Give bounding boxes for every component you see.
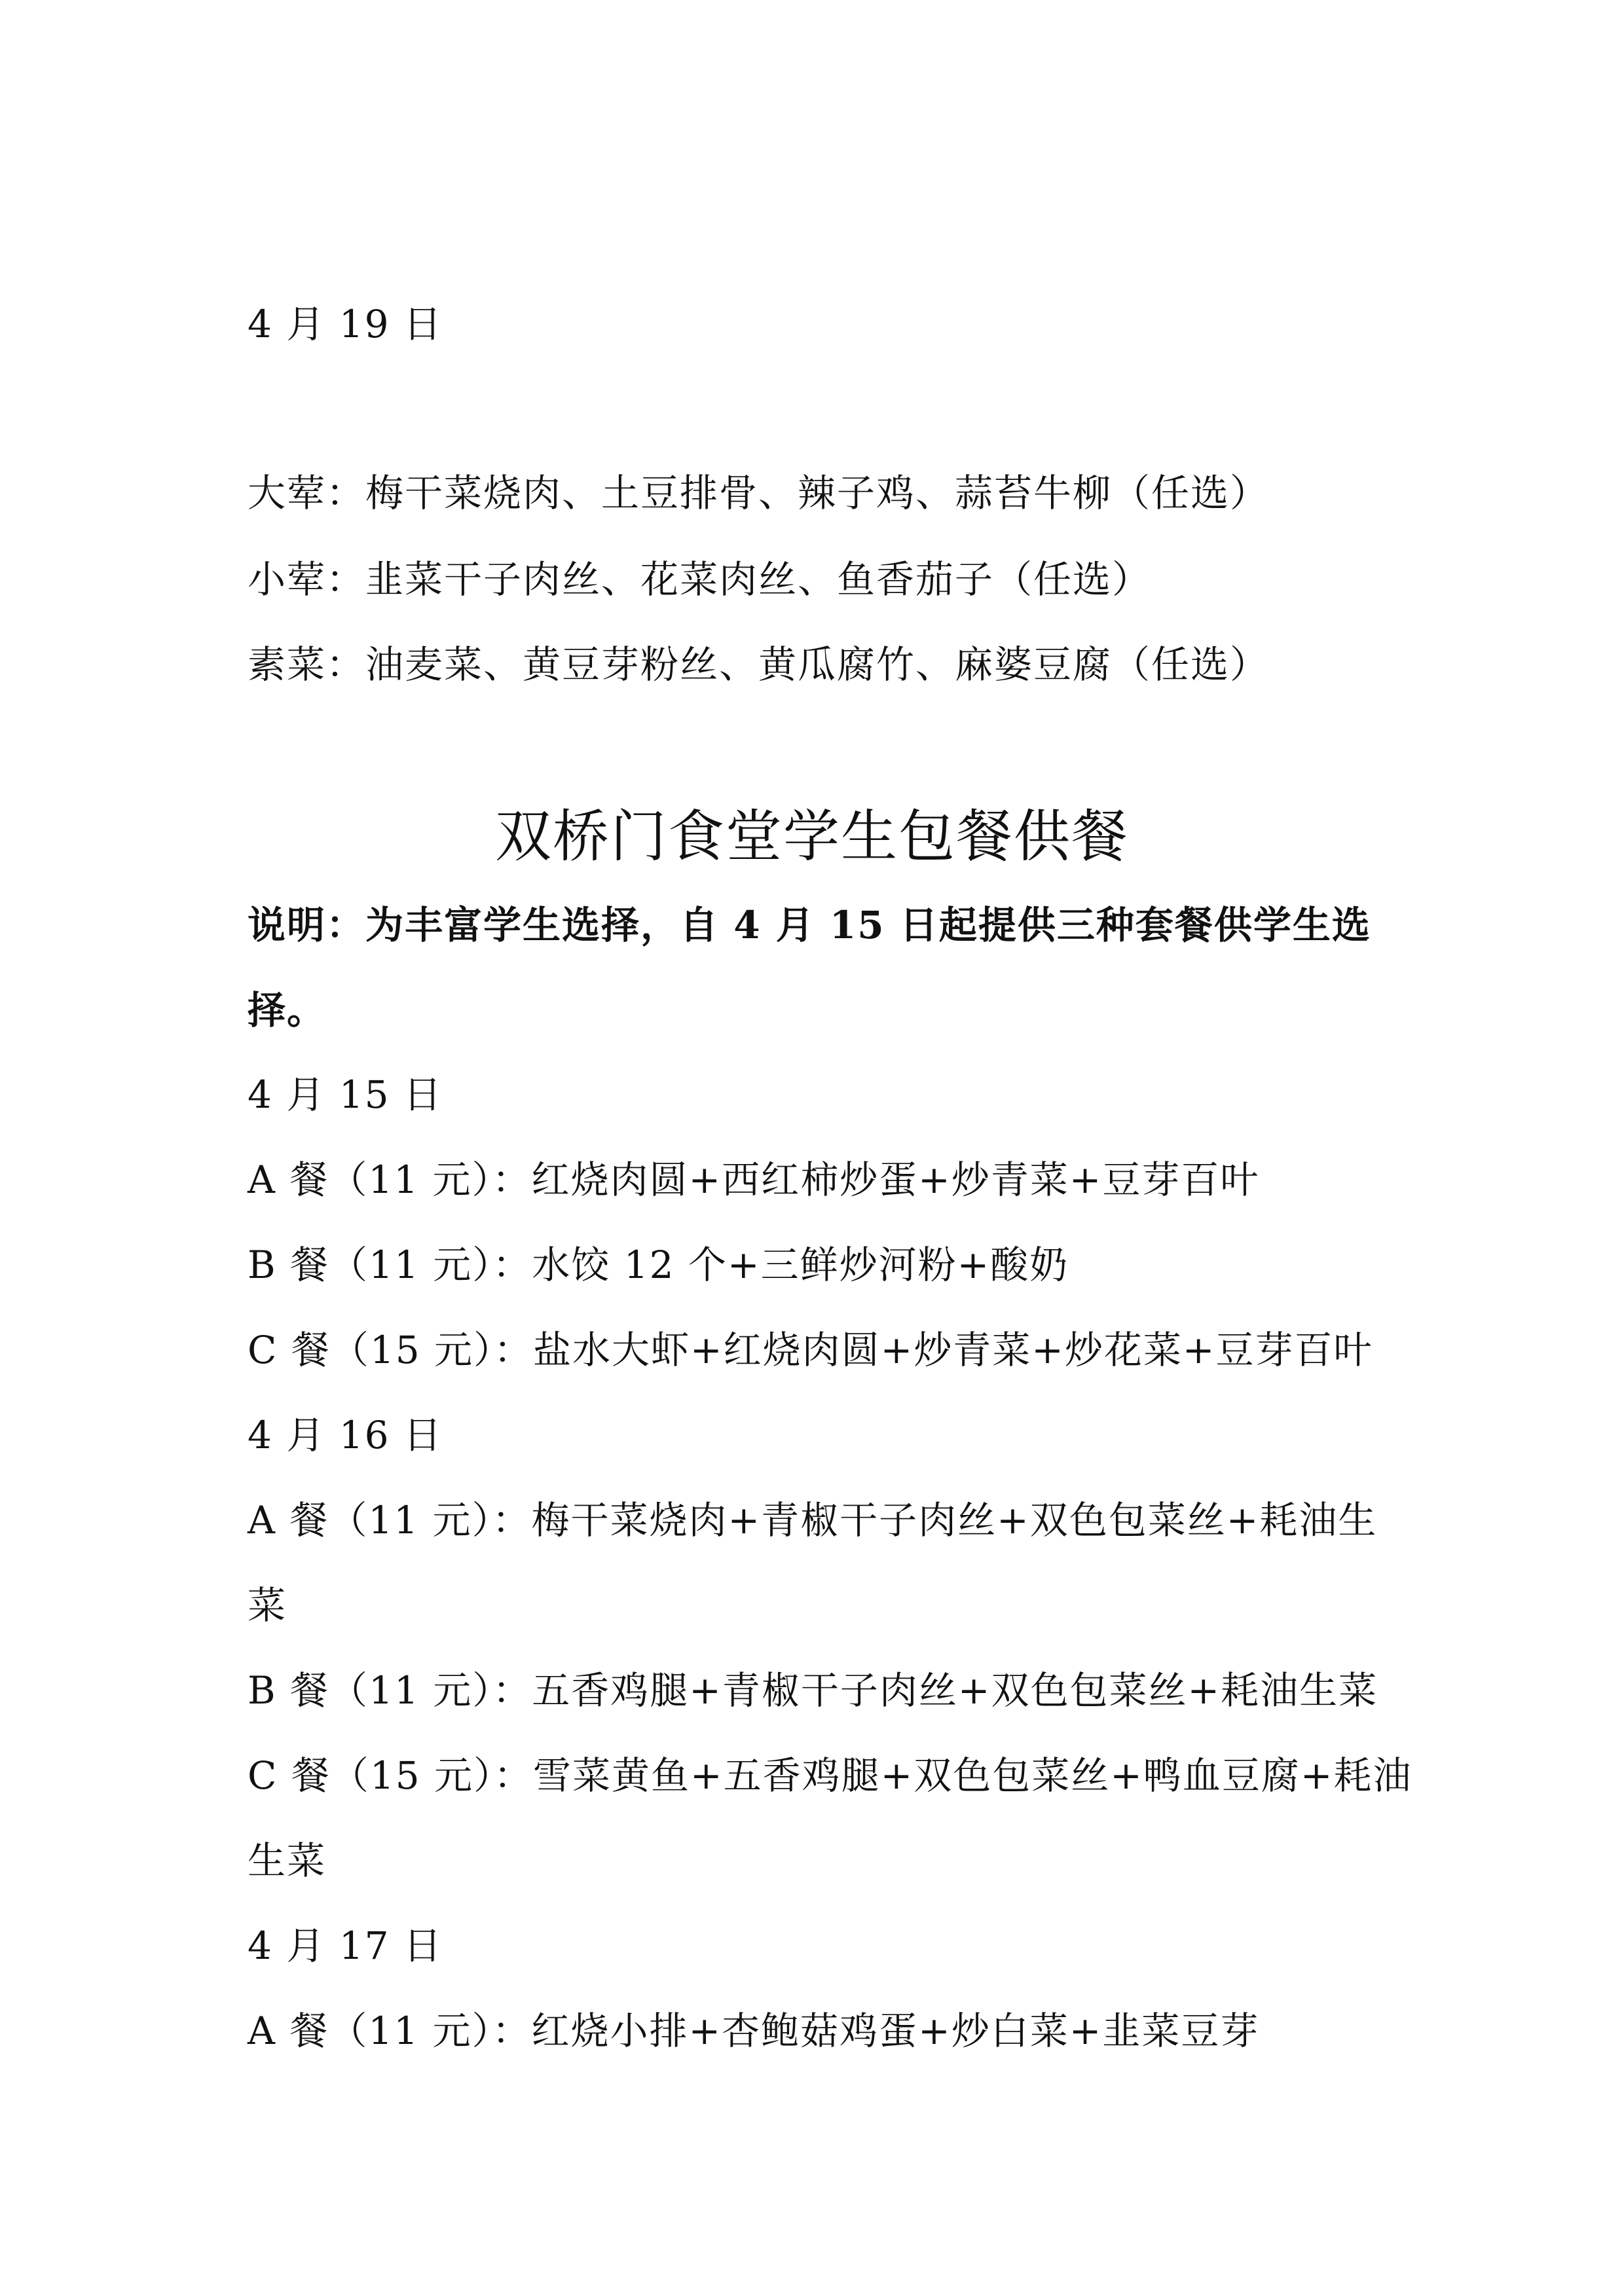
date-apr-17: 4 月 17 日 [248, 1923, 443, 1968]
page-title: 双桥门食堂学生包餐供餐 [495, 804, 1129, 869]
date-apr-16: 4 月 16 日 [248, 1413, 443, 1457]
note-line-2: 择。 [248, 988, 327, 1032]
small-meat-dishes: 小荤：韭菜干子肉丝、花菜肉丝、鱼香茄子（任选） [248, 557, 1152, 602]
meal-a-apr-15: A 餐（11 元）：红烧肉圆+西红柿炒蛋+炒青菜+豆芽百叶 [248, 1157, 1260, 1202]
meal-a-apr-16-line-2: 菜 [248, 1583, 287, 1628]
big-meat-dishes: 大荤：梅干菜烧肉、土豆排骨、辣子鸡、蒜苔牛柳（任选） [248, 471, 1270, 515]
note-line-1: 说明：为丰富学生选择，自 4 月 15 日起提供三种套餐供学生选 [248, 903, 1371, 947]
meal-a-apr-17: A 餐（11 元）：红烧小排+杏鲍菇鸡蛋+炒白菜+韭菜豆芽 [248, 2009, 1260, 2053]
meal-c-apr-15: C 餐（15 元）：盐水大虾+红烧肉圆+炒青菜+炒花菜+豆芽百叶 [248, 1328, 1373, 1372]
meal-b-apr-16: B 餐（11 元）：五香鸡腿+青椒干子肉丝+双色包菜丝+耗油生菜 [248, 1668, 1378, 1713]
meal-b-apr-15: B 餐（11 元）：水饺 12 个+三鲜炒河粉+酸奶 [248, 1243, 1069, 1287]
vegetable-dishes: 素菜：油麦菜、黄豆芽粉丝、黄瓜腐竹、麻婆豆腐（任选） [248, 642, 1270, 687]
meal-c-apr-16-line-2: 生菜 [248, 1838, 327, 1883]
meal-a-apr-16-line-1: A 餐（11 元）：梅干菜烧肉+青椒干子肉丝+双色包菜丝+耗油生 [248, 1498, 1378, 1542]
date-apr-15: 4 月 15 日 [248, 1072, 443, 1117]
date-apr-19: 4 月 19 日 [248, 302, 443, 346]
meal-c-apr-16-line-1: C 餐（15 元）：雪菜黄鱼+五香鸡腿+双色包菜丝+鸭血豆腐+耗油 [248, 1753, 1412, 1798]
